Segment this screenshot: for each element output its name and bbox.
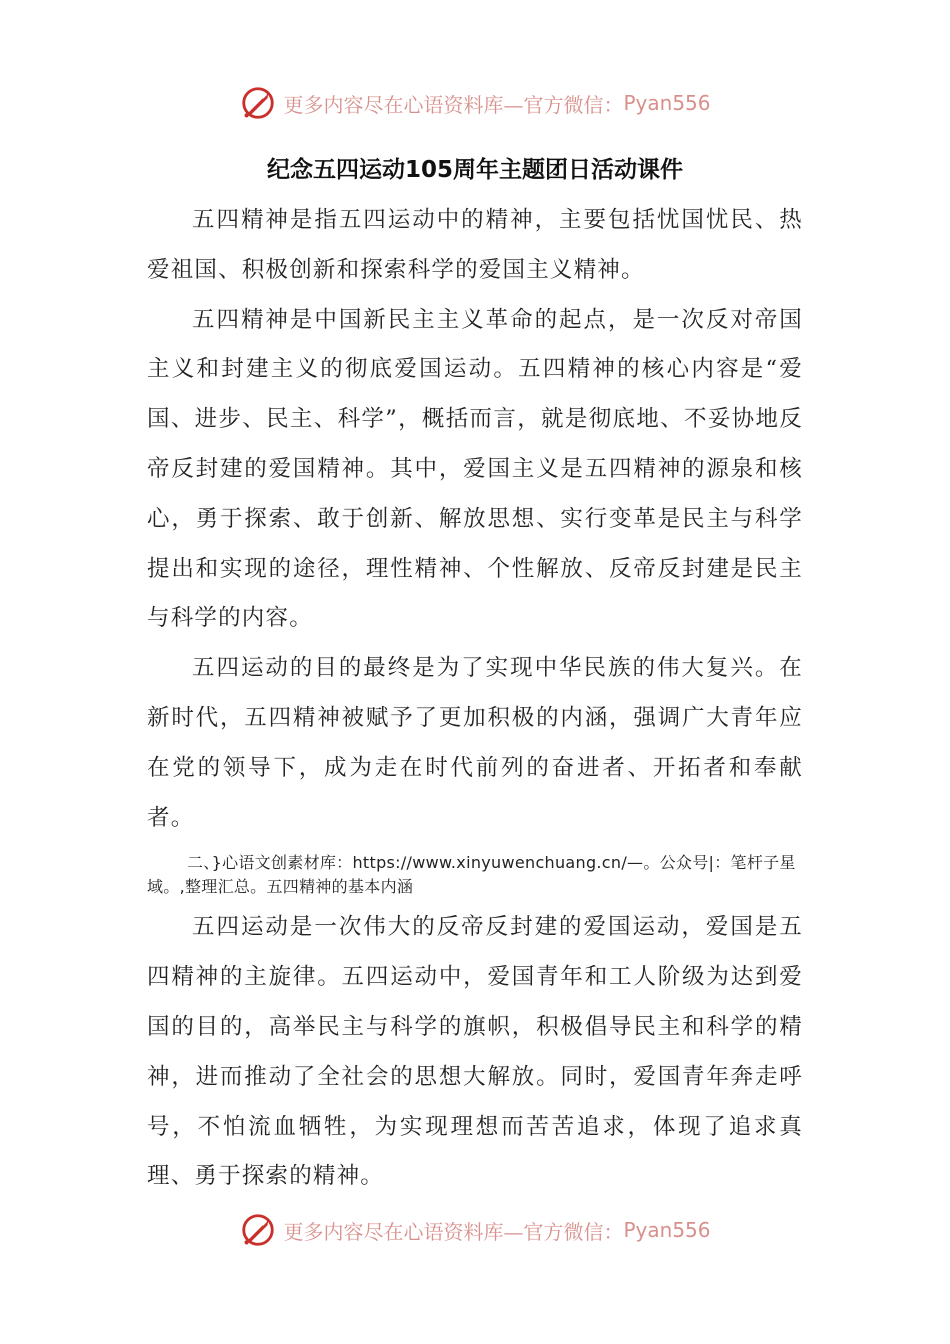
document-body	[147, 196, 803, 1202]
pen-nib-logo-icon	[239, 1211, 277, 1249]
footer-watermark-banner	[0, 1207, 950, 1253]
pen-nib-logo-icon	[239, 84, 277, 122]
document-title: 纪念五四运动105周年主题团日活动课件	[266, 157, 683, 183]
source-note: 二、}心语文创素材库：https://www.xinyuwenchuang.cn/—。公众号|：笔杆子星域。,整理汇总。五四精神的基本内涵	[147, 853, 796, 897]
body-paragraph: 五四运动是一次伟大的反帝反封建的爱国运动，爱国是五四精神的主旋律。五四运动中，爱国青年和工人阶级为达到爱国的目的，高举民主与科学的旗帜，积极倡导民主和科学的精神，进而推动了全社会的思想大解放。同时，爱国青年奔走呼号，不怕流血牺牲，为实现理想而苦苦追求，体现了追求真理、勇于探索的精神。	[147, 914, 803, 1190]
banner-wechat-id: Pyan556	[623, 91, 711, 115]
banner-text: 更多内容尽在心语资料库—官方微信：	[283, 92, 624, 117]
header-watermark-banner	[0, 80, 950, 126]
banner-wechat-id: Pyan556	[623, 1218, 711, 1242]
banner-text: 更多内容尽在心语资料库—官方微信：	[283, 1219, 624, 1244]
body-paragraph: 五四精神是指五四运动中的精神，主要包括忧国忧民、热爱祖国、积极创新和探索科学的爱国主义精神。	[147, 207, 803, 283]
body-paragraph: 五四运动的目的最终是为了实现中华民族的伟大复兴。在新时代，五四精神被赋予了更加积极的内涵，强调广大青年应在党的领导下，成为走在时代前列的奋进者、开拓者和奉献者。	[147, 655, 803, 831]
body-paragraph: 五四精神是中国新民主主义革命的起点，是一次反对帝国主义和封建主义的彻底爱国运动。五四精神的核心内容是“爱国、进步、民主、科学”，概括而言，就是彻底地、不妥协地反帝反封建的爱国精神。其中，爱国主义是五四精神的源泉和核心，勇于探索、敢于创新、解放思想、实行变革是民主与科学提出和实现的途径，理性精神、个性解放、反帝反封建是民主与科学的内容。	[147, 306, 803, 632]
